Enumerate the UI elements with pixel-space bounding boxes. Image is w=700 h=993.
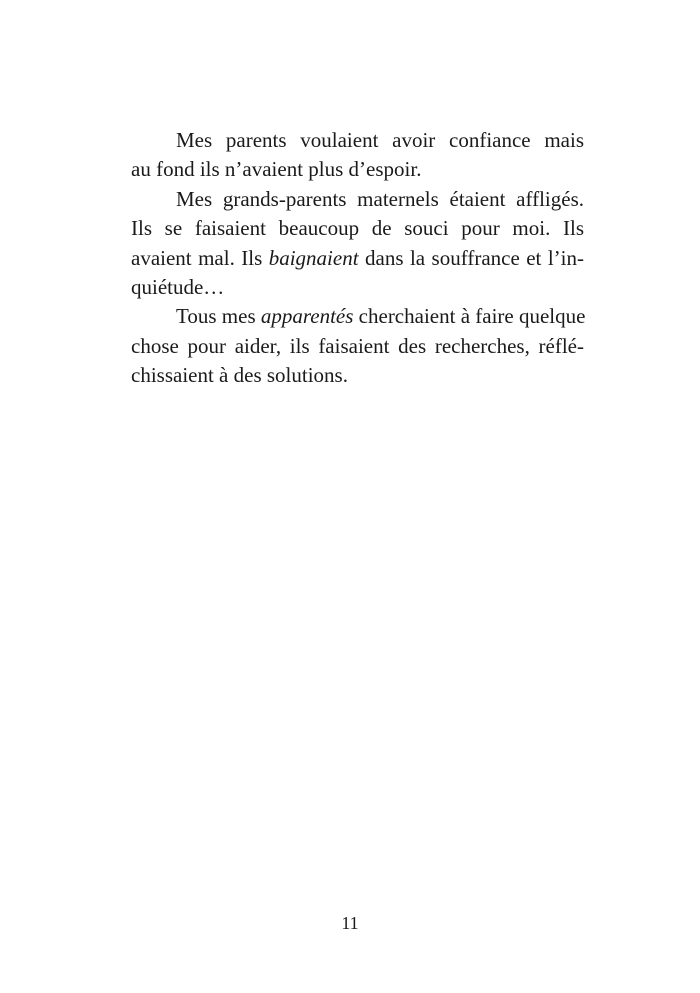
text-line: [131, 155, 584, 184]
italic-word: apparentés: [260, 304, 354, 329]
text-run: Mes grands-parents maternels étaient affligés.: [176, 186, 584, 211]
text-run: chose pour aider, ils faisaient des recherches, réflé-: [131, 333, 584, 358]
text-run: chissaient à des solutions.: [131, 363, 348, 388]
italic-word: baignaient: [268, 245, 359, 270]
text-run: quiétude…: [131, 274, 225, 299]
text-run: Tous mes: [176, 304, 261, 329]
text-run: avaient mal. Ils: [131, 245, 269, 270]
body-text: [131, 126, 584, 391]
text-run: cherchaient à faire quelque: [353, 304, 586, 329]
paragraph-3: [131, 302, 584, 390]
text-line: [131, 126, 584, 155]
paragraph-2: [131, 185, 584, 303]
text-run: Ils se faisaient beaucoup de souci pour moi. Ils: [131, 216, 584, 241]
text-run: Mes parents voulaient avoir confiance mais: [176, 128, 584, 152]
text-line: [131, 361, 584, 390]
text-run: dans la souffrance et l’in-: [358, 245, 584, 270]
text-line: [131, 185, 584, 214]
page-number: 11: [341, 913, 359, 933]
text-line: [131, 244, 584, 273]
text-line: [131, 332, 584, 361]
text-line: [131, 302, 584, 331]
paragraph-1: [131, 126, 584, 185]
text-run: au fond ils n’avaient plus d’espoir.: [131, 157, 422, 182]
text-line: [131, 273, 584, 302]
text-line: [131, 214, 584, 243]
